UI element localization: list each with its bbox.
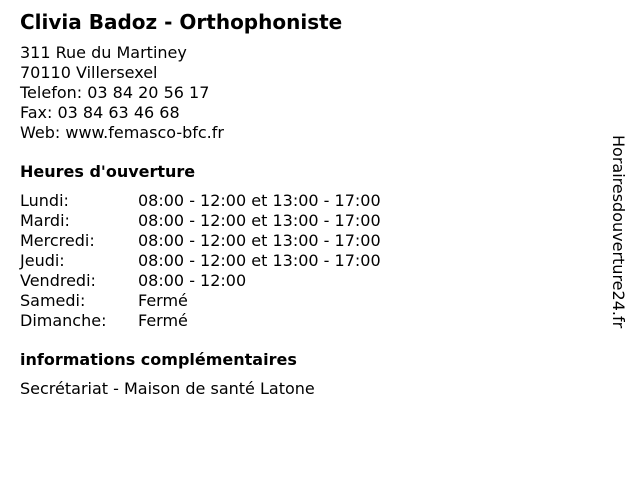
contact-details <box>20 43 600 143</box>
day-label: Jeudi: <box>20 251 65 270</box>
address-line-street: 311 Rue du Martiney <box>20 43 187 62</box>
day-hours: Fermé <box>138 311 188 330</box>
address-line-city: 70110 Villersexel <box>20 63 158 82</box>
hours-row-monday <box>20 191 381 211</box>
day-label: Lundi: <box>20 191 69 210</box>
day-hours: Fermé <box>138 291 188 310</box>
day-label: Mercredi: <box>20 231 95 250</box>
page-title: Clivia Badoz - Orthophoniste <box>20 10 343 34</box>
day-label: Samedi: <box>20 291 86 310</box>
hours-row-sunday <box>20 311 381 331</box>
day-hours: 08:00 - 12:00 et 13:00 - 17:00 <box>138 251 381 270</box>
day-hours: 08:00 - 12:00 et 13:00 - 17:00 <box>138 231 381 250</box>
phone-number[interactable]: Telefon: 03 84 20 56 17 <box>20 83 210 102</box>
hours-row-thursday <box>20 251 381 271</box>
business-card <box>20 10 600 399</box>
additional-info-heading: informations complémentaires <box>20 350 297 369</box>
site-brand-vertical: Horairesdouverture24.fr <box>609 135 628 329</box>
fax-number: Fax: 03 84 63 46 68 <box>20 103 180 122</box>
hours-row-tuesday <box>20 211 381 231</box>
opening-hours-table <box>20 191 381 331</box>
website-link[interactable]: Web: www.femasco-bfc.fr <box>20 123 224 142</box>
hours-row-saturday <box>20 291 381 311</box>
day-hours: 08:00 - 12:00 et 13:00 - 17:00 <box>138 211 381 230</box>
additional-info-text: Secrétariat - Maison de santé Latone <box>20 379 315 398</box>
day-label: Mardi: <box>20 211 70 230</box>
day-label: Vendredi: <box>20 271 96 290</box>
opening-hours-heading: Heures d'ouverture <box>20 162 196 181</box>
day-hours: 08:00 - 12:00 <box>138 271 247 290</box>
hours-row-wednesday <box>20 231 381 251</box>
day-hours: 08:00 - 12:00 et 13:00 - 17:00 <box>138 191 381 210</box>
day-label: Dimanche: <box>20 311 107 330</box>
hours-row-friday <box>20 271 381 291</box>
